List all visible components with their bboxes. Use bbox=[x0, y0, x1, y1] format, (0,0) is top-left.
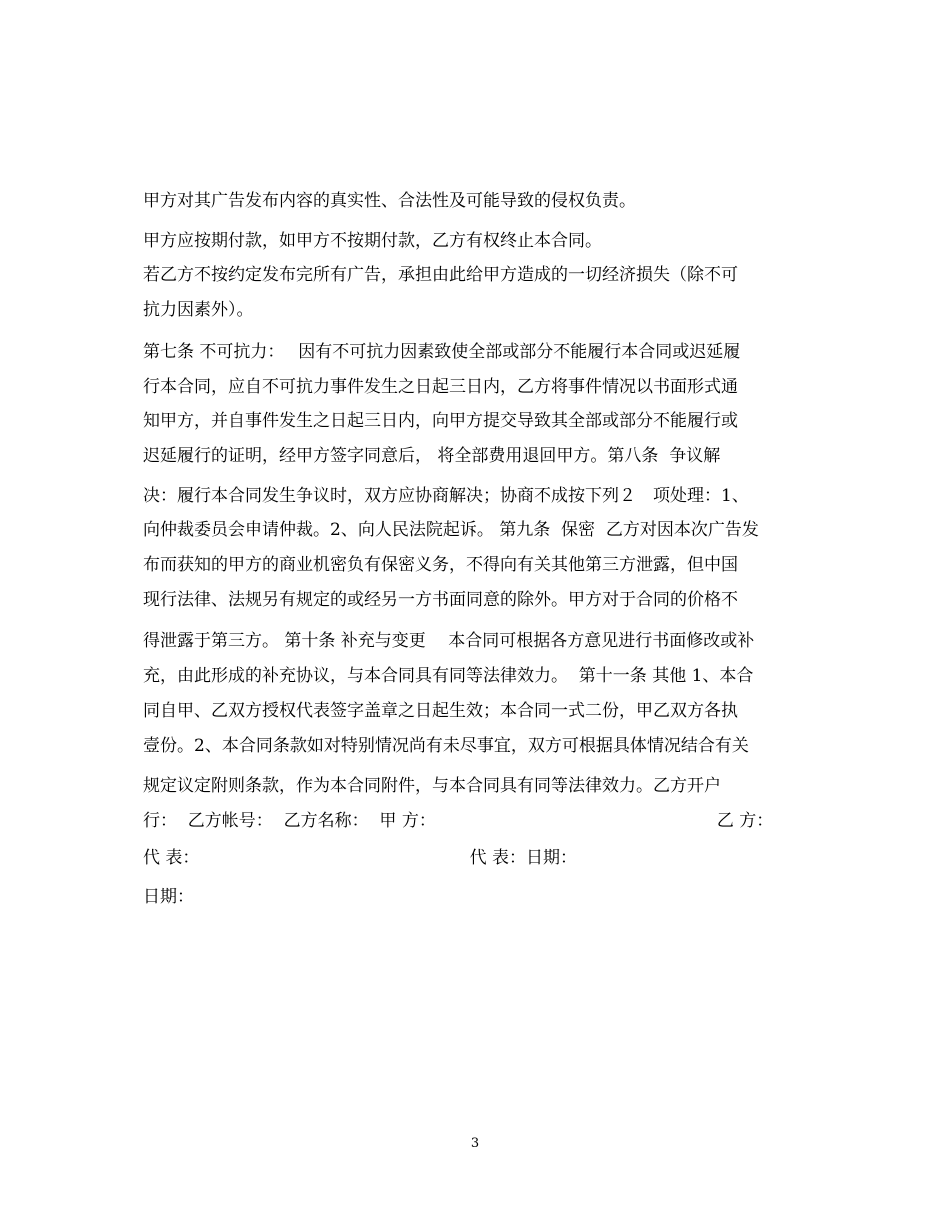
document-line: 抗力因素外）。 bbox=[143, 300, 254, 320]
document-line: 壹份。2、本合同条款如对特别情况尚有未尽事宜，双方可根据具体情况结合有关 bbox=[143, 736, 749, 756]
document-line: 布而获知的甲方的商业机密负有保密义务，不得向有关其他第三方泄露，但中国 bbox=[143, 555, 738, 575]
document-line: 甲方应按期付款，如甲方不按期付款，乙方有权终止本合同。 bbox=[143, 231, 602, 251]
document-line: 得泄露于第三方。 第十条 补充与变更 本合同可根据各方意见进行书面修改或补 bbox=[143, 631, 755, 651]
page-number: 3 bbox=[470, 1136, 480, 1151]
signature-line: 日期： bbox=[143, 887, 194, 907]
document-line: 现行法律、法规另有规定的或经另一方书面同意的除外。甲方对于合同的价格不 bbox=[143, 590, 738, 610]
document-line: 充，由此形成的补充协议，与本合同具有同等法律效力。 第十一条 其他 1、本合 bbox=[143, 666, 754, 686]
document-line: 向仲裁委员会申请仲裁。2、向人民法院起诉。 第九条 保密 乙方对因本次广告发 bbox=[143, 520, 759, 540]
document-line: 若乙方不按约定发布完所有广告，承担由此给甲方造成的一切经济损失（除不可 bbox=[143, 265, 738, 285]
document-line: 同自甲、乙双方授权代表签字盖章之日起生效；本合同一式二份，甲乙双方各执 bbox=[143, 701, 738, 721]
document-line: 行本合同，应自不可抗力事件发生之日起三日内，乙方将事件情况以书面形式通 bbox=[143, 377, 738, 397]
document-line: 迟延履行的证明，经甲方签字同意后， 将全部费用退回甲方。第八条 争议解 bbox=[143, 446, 721, 466]
document-line: 知甲方，并自事件发生之日起三日内，向甲方提交导致其全部或部分不能履行或 bbox=[143, 411, 738, 431]
document-line: 决：履行本合同发生争议时，双方应协商解决；协商不成按下列２ 项处理：1、 bbox=[143, 486, 749, 506]
signature-line: 代 表： 代 表：日期： bbox=[143, 848, 577, 868]
document-line: 甲方对其广告发布内容的真实性、合法性及可能导致的侵权负责。 bbox=[143, 191, 636, 211]
signature-line: 行： 乙方帐号： 乙方名称： 甲 方： 乙 方： bbox=[143, 811, 774, 831]
document-line: 规定议定附则条款，作为本合同附件，与本合同具有同等法律效力。乙方开户 bbox=[143, 776, 721, 796]
document-line: 第七条 不可抗力： 因有不可抗力因素致使全部或部分不能履行本合同或迟延履 bbox=[143, 342, 741, 362]
